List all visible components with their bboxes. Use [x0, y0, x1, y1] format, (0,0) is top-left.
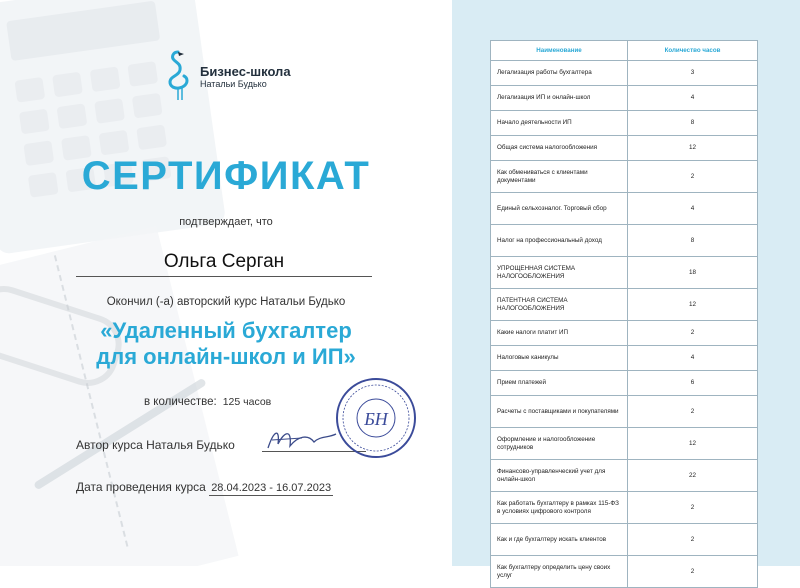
row-name: Общая система налогообложения [491, 136, 628, 161]
completed-text: Окончил (-а) авторский курс Натальи Будько [106, 296, 346, 308]
table-row [491, 460, 758, 492]
logo-subtitle: Натальи Будько [200, 79, 267, 89]
course-title-line-2: для онлайн-школ и ИП» [96, 344, 356, 369]
row-hours: 8 [628, 111, 758, 136]
row-name: Как и где бухгалтеру искать клиентов [491, 524, 628, 556]
row-name: Оформление и налогообложение сотрудников [491, 428, 628, 460]
row-hours: 2 [628, 321, 758, 346]
row-name: Как работать бухгалтеру в рамках 115-ФЗ в условиях цифрового контроля [491, 492, 628, 524]
hours-row [144, 396, 271, 408]
table-header-row [491, 41, 758, 61]
dates-value: 28.04.2023 - 16.07.2023 [211, 482, 332, 494]
table-row [491, 492, 758, 524]
row-name: Легализация ИП и онлайн-школ [491, 86, 628, 111]
row-name: Налог на профессиональный доход [491, 225, 628, 257]
table-row [491, 371, 758, 396]
flamingo-icon [164, 48, 194, 102]
table-row [491, 193, 758, 225]
table-row [491, 61, 758, 86]
row-name: Начало деятельности ИП [491, 111, 628, 136]
row-hours: 2 [628, 556, 758, 588]
table-row [491, 346, 758, 371]
row-name: Прием платежей [491, 371, 628, 396]
header-name: Наименование [491, 41, 628, 61]
row-hours: 8 [628, 225, 758, 257]
dates-row [76, 480, 333, 496]
row-name: Как обмениваться с клиентами документами [491, 161, 628, 193]
row-hours: 2 [628, 396, 758, 428]
row-name: Какие налоги платит ИП [491, 321, 628, 346]
row-hours: 4 [628, 86, 758, 111]
row-hours: 12 [628, 428, 758, 460]
stamp-initials: БН [364, 409, 388, 429]
table-row [491, 257, 758, 289]
table-row [491, 225, 758, 257]
curriculum-table [490, 40, 758, 588]
row-name: Налоговые каникулы [491, 346, 628, 371]
row-hours: 3 [628, 61, 758, 86]
row-hours: 12 [628, 289, 758, 321]
certificate-title: СЕРТИФИКАТ [81, 154, 371, 198]
row-name: Финансово-управленческий учет для онлайн-школ [491, 460, 628, 492]
row-name: УПРОЩЕННАЯ СИСТЕМА НАЛОГООБЛОЖЕНИЯ [491, 257, 628, 289]
row-hours: 2 [628, 161, 758, 193]
row-name: Единый сельхозналог. Торговый сбор [491, 193, 628, 225]
table-row [491, 111, 758, 136]
school-stamp [334, 376, 418, 460]
dates-label: Дата проведения курса [76, 480, 206, 494]
course-title [0, 318, 452, 370]
table-row [491, 161, 758, 193]
table-row [491, 556, 758, 588]
table-row [491, 136, 758, 161]
logo-title: Бизнес-школа [200, 64, 291, 79]
row-hours: 12 [628, 136, 758, 161]
row-name: ПАТЕНТНАЯ СИСТЕМА НАЛОГООБЛОЖЕНИЯ [491, 289, 628, 321]
hours-value: 125 часов [222, 396, 272, 408]
row-hours: 4 [628, 346, 758, 371]
school-logo [164, 48, 304, 104]
recipient-name: Ольга Серган [76, 251, 372, 277]
row-hours: 4 [628, 193, 758, 225]
row-name: Как бухгалтеру определить цену своих услуг [491, 556, 628, 588]
table-row [491, 396, 758, 428]
row-name: Легализация работы бухгалтера [491, 61, 628, 86]
table-row [491, 86, 758, 111]
table-row [491, 289, 758, 321]
row-hours: 18 [628, 257, 758, 289]
table-row [491, 524, 758, 556]
row-hours: 22 [628, 460, 758, 492]
header-hours: Количество часов [628, 41, 758, 61]
table-row [491, 428, 758, 460]
table-row [491, 321, 758, 346]
author-label: Автор курса Наталья Будько [76, 438, 235, 452]
row-hours: 2 [628, 524, 758, 556]
course-title-line-1: «Удаленный бухгалтер [100, 318, 352, 343]
row-hours: 6 [628, 371, 758, 396]
row-hours: 2 [628, 492, 758, 524]
hours-label: в количестве: [144, 396, 217, 408]
row-name: Расчеты с поставщиками и покупателями [491, 396, 628, 428]
author-signature [262, 422, 342, 456]
confirms-text: подтверждает, что [179, 216, 273, 228]
